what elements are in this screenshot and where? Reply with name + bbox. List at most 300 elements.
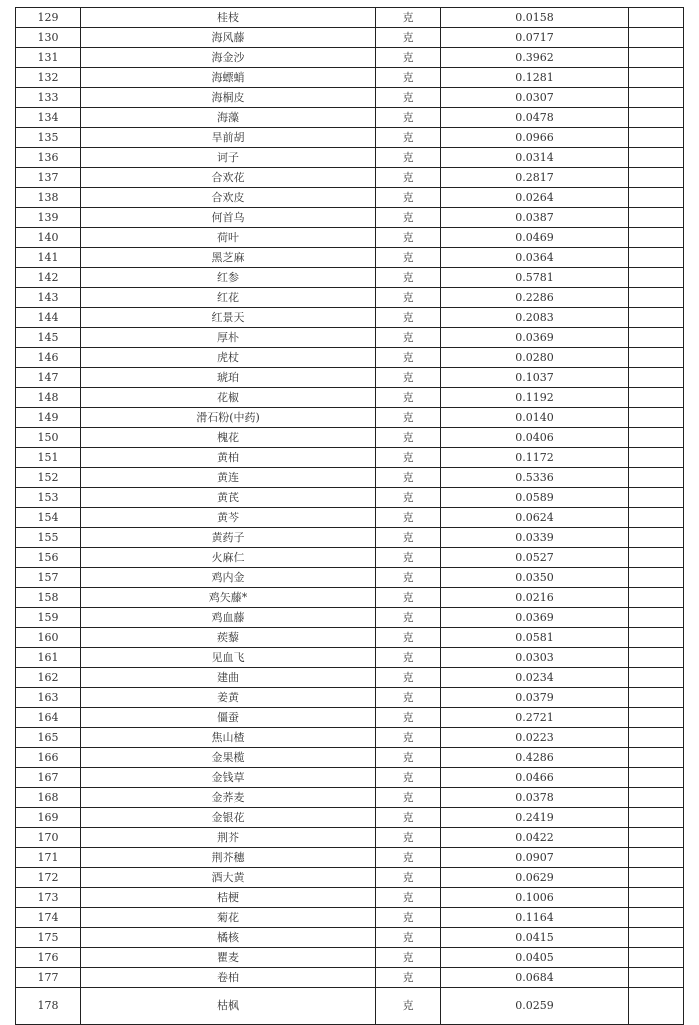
- value-cell: 0.0415: [441, 928, 629, 948]
- value-cell: 0.0422: [441, 828, 629, 848]
- unit-cell: 克: [376, 328, 441, 348]
- item-name-cell: 琥珀: [81, 368, 376, 388]
- unit-cell: 克: [376, 828, 441, 848]
- item-name-cell: 鸡血藤: [81, 608, 376, 628]
- unit-cell: 克: [376, 568, 441, 588]
- unit-cell: 克: [376, 248, 441, 268]
- table-row: [16, 448, 684, 468]
- row-number-cell: 133: [16, 88, 81, 108]
- unit-cell: 克: [376, 268, 441, 288]
- note-cell: [629, 108, 684, 128]
- table-row: [16, 168, 684, 188]
- row-number-cell: 170: [16, 828, 81, 848]
- row-number-cell: 177: [16, 968, 81, 988]
- table-row: [16, 348, 684, 368]
- unit-cell: 克: [376, 128, 441, 148]
- row-number-cell: 175: [16, 928, 81, 948]
- unit-cell: 克: [376, 508, 441, 528]
- row-number-cell: 171: [16, 848, 81, 868]
- table-row: [16, 928, 684, 948]
- unit-cell: 克: [376, 448, 441, 468]
- note-cell: [629, 208, 684, 228]
- item-name-cell: 黑芝麻: [81, 248, 376, 268]
- table-row: [16, 588, 684, 608]
- table-row: [16, 308, 684, 328]
- item-name-cell: 合欢花: [81, 168, 376, 188]
- unit-cell: 克: [376, 188, 441, 208]
- row-number-cell: 136: [16, 148, 81, 168]
- note-cell: [629, 148, 684, 168]
- table-row: [16, 988, 684, 1025]
- row-number-cell: 149: [16, 408, 81, 428]
- unit-cell: 克: [376, 768, 441, 788]
- item-name-cell: 鸡矢藤*: [81, 588, 376, 608]
- value-cell: 0.2721: [441, 708, 629, 728]
- row-number-cell: 132: [16, 68, 81, 88]
- value-cell: 0.0624: [441, 508, 629, 528]
- note-cell: [629, 268, 684, 288]
- note-cell: [629, 668, 684, 688]
- item-name-cell: 合欢皮: [81, 188, 376, 208]
- row-number-cell: 143: [16, 288, 81, 308]
- table-row: [16, 108, 684, 128]
- row-number-cell: 141: [16, 248, 81, 268]
- table-row: [16, 748, 684, 768]
- row-number-cell: 155: [16, 528, 81, 548]
- table-row: [16, 28, 684, 48]
- row-number-cell: 142: [16, 268, 81, 288]
- item-name-cell: 黄芩: [81, 508, 376, 528]
- row-number-cell: 160: [16, 628, 81, 648]
- note-cell: [629, 628, 684, 648]
- note-cell: [629, 48, 684, 68]
- value-cell: 0.0140: [441, 408, 629, 428]
- note-cell: [629, 908, 684, 928]
- value-cell: 0.1006: [441, 888, 629, 908]
- unit-cell: 克: [376, 628, 441, 648]
- row-number-cell: 138: [16, 188, 81, 208]
- unit-cell: 克: [376, 908, 441, 928]
- row-number-cell: 172: [16, 868, 81, 888]
- value-cell: 0.1164: [441, 908, 629, 928]
- item-name-cell: 海风藤: [81, 28, 376, 48]
- row-number-cell: 153: [16, 488, 81, 508]
- item-name-cell: 瞿麦: [81, 948, 376, 968]
- table-row: [16, 528, 684, 548]
- value-cell: 0.0478: [441, 108, 629, 128]
- unit-cell: 克: [376, 728, 441, 748]
- note-cell: [629, 68, 684, 88]
- table-row: [16, 508, 684, 528]
- table-row: [16, 868, 684, 888]
- row-number-cell: 135: [16, 128, 81, 148]
- note-cell: [629, 588, 684, 608]
- unit-cell: 克: [376, 308, 441, 328]
- table-row: [16, 808, 684, 828]
- value-cell: 0.0364: [441, 248, 629, 268]
- value-cell: 0.0684: [441, 968, 629, 988]
- table-row: [16, 248, 684, 268]
- value-cell: 0.0466: [441, 768, 629, 788]
- note-cell: [629, 728, 684, 748]
- item-name-cell: 姜黄: [81, 688, 376, 708]
- row-number-cell: 129: [16, 8, 81, 28]
- unit-cell: 克: [376, 208, 441, 228]
- item-name-cell: 桂枝: [81, 8, 376, 28]
- item-name-cell: 海藻: [81, 108, 376, 128]
- value-cell: 0.1192: [441, 388, 629, 408]
- note-cell: [629, 448, 684, 468]
- note-cell: [629, 968, 684, 988]
- unit-cell: 克: [376, 28, 441, 48]
- table-row: [16, 148, 684, 168]
- item-name-cell: 旱前胡: [81, 128, 376, 148]
- unit-cell: 克: [376, 548, 441, 568]
- note-cell: [629, 288, 684, 308]
- note-cell: [629, 408, 684, 428]
- row-number-cell: 156: [16, 548, 81, 568]
- item-name-cell: 酒大黄: [81, 868, 376, 888]
- row-number-cell: 167: [16, 768, 81, 788]
- row-number-cell: 144: [16, 308, 81, 328]
- table-row: [16, 968, 684, 988]
- value-cell: 0.0158: [441, 8, 629, 28]
- row-number-cell: 178: [16, 988, 81, 1025]
- item-name-cell: 建曲: [81, 668, 376, 688]
- note-cell: [629, 168, 684, 188]
- item-name-cell: 金荞麦: [81, 788, 376, 808]
- row-number-cell: 169: [16, 808, 81, 828]
- value-cell: 0.2286: [441, 288, 629, 308]
- table-row: [16, 828, 684, 848]
- unit-cell: 克: [376, 368, 441, 388]
- row-number-cell: 148: [16, 388, 81, 408]
- value-cell: 0.0379: [441, 688, 629, 708]
- unit-cell: 克: [376, 148, 441, 168]
- unit-cell: 克: [376, 608, 441, 628]
- value-cell: 0.0405: [441, 948, 629, 968]
- row-number-cell: 173: [16, 888, 81, 908]
- value-cell: 0.5781: [441, 268, 629, 288]
- unit-cell: 克: [376, 108, 441, 128]
- note-cell: [629, 568, 684, 588]
- table-row: [16, 788, 684, 808]
- row-number-cell: 131: [16, 48, 81, 68]
- value-cell: 0.0223: [441, 728, 629, 748]
- price-table-body: [16, 8, 684, 1025]
- unit-cell: 克: [376, 528, 441, 548]
- note-cell: [629, 868, 684, 888]
- row-number-cell: 159: [16, 608, 81, 628]
- table-row: [16, 668, 684, 688]
- note-cell: [629, 608, 684, 628]
- note-cell: [629, 928, 684, 948]
- table-row: [16, 188, 684, 208]
- item-name-cell: 黄药子: [81, 528, 376, 548]
- value-cell: 0.0339: [441, 528, 629, 548]
- unit-cell: 克: [376, 468, 441, 488]
- unit-cell: 克: [376, 408, 441, 428]
- note-cell: [629, 28, 684, 48]
- item-name-cell: 见血飞: [81, 648, 376, 668]
- value-cell: 0.0264: [441, 188, 629, 208]
- table-row: [16, 408, 684, 428]
- row-number-cell: 164: [16, 708, 81, 728]
- item-name-cell: 滑石粉(中药): [81, 408, 376, 428]
- table-row: [16, 888, 684, 908]
- value-cell: 0.0469: [441, 228, 629, 248]
- row-number-cell: 162: [16, 668, 81, 688]
- note-cell: [629, 128, 684, 148]
- table-row: [16, 648, 684, 668]
- note-cell: [629, 508, 684, 528]
- item-name-cell: 金果榄: [81, 748, 376, 768]
- value-cell: 0.0966: [441, 128, 629, 148]
- unit-cell: 克: [376, 688, 441, 708]
- table-row: [16, 708, 684, 728]
- unit-cell: 克: [376, 948, 441, 968]
- item-name-cell: 荷叶: [81, 228, 376, 248]
- item-name-cell: 枯枫: [81, 988, 376, 1025]
- note-cell: [629, 528, 684, 548]
- value-cell: 0.0314: [441, 148, 629, 168]
- value-cell: 0.0303: [441, 648, 629, 668]
- unit-cell: 克: [376, 428, 441, 448]
- table-row: [16, 48, 684, 68]
- item-name-cell: 花椒: [81, 388, 376, 408]
- item-name-cell: 菊花: [81, 908, 376, 928]
- item-name-cell: 海金沙: [81, 48, 376, 68]
- value-cell: 0.0259: [441, 988, 629, 1025]
- row-number-cell: 130: [16, 28, 81, 48]
- value-cell: 0.0350: [441, 568, 629, 588]
- note-cell: [629, 948, 684, 968]
- unit-cell: 克: [376, 708, 441, 728]
- value-cell: 0.0581: [441, 628, 629, 648]
- unit-cell: 克: [376, 8, 441, 28]
- row-number-cell: 134: [16, 108, 81, 128]
- item-name-cell: 厚朴: [81, 328, 376, 348]
- item-name-cell: 僵蚕: [81, 708, 376, 728]
- item-name-cell: 金钱草: [81, 768, 376, 788]
- value-cell: 0.1037: [441, 368, 629, 388]
- value-cell: 0.0907: [441, 848, 629, 868]
- table-row: [16, 288, 684, 308]
- note-cell: [629, 988, 684, 1025]
- note-cell: [629, 788, 684, 808]
- item-name-cell: 卷柏: [81, 968, 376, 988]
- table-row: [16, 128, 684, 148]
- unit-cell: 克: [376, 288, 441, 308]
- note-cell: [629, 228, 684, 248]
- value-cell: 0.2419: [441, 808, 629, 828]
- item-name-cell: 何首乌: [81, 208, 376, 228]
- unit-cell: 克: [376, 348, 441, 368]
- value-cell: 0.0369: [441, 328, 629, 348]
- value-cell: 0.0280: [441, 348, 629, 368]
- item-name-cell: 橘核: [81, 928, 376, 948]
- row-number-cell: 146: [16, 348, 81, 368]
- note-cell: [629, 248, 684, 268]
- row-number-cell: 168: [16, 788, 81, 808]
- item-name-cell: 红参: [81, 268, 376, 288]
- value-cell: 0.1172: [441, 448, 629, 468]
- table-row: [16, 628, 684, 648]
- note-cell: [629, 308, 684, 328]
- row-number-cell: 139: [16, 208, 81, 228]
- table-row: [16, 568, 684, 588]
- table-row: [16, 208, 684, 228]
- note-cell: [629, 368, 684, 388]
- unit-cell: 克: [376, 88, 441, 108]
- value-cell: 0.0527: [441, 548, 629, 568]
- value-cell: 0.4286: [441, 748, 629, 768]
- item-name-cell: 桔梗: [81, 888, 376, 908]
- value-cell: 0.0717: [441, 28, 629, 48]
- note-cell: [629, 848, 684, 868]
- value-cell: 0.3962: [441, 48, 629, 68]
- row-number-cell: 137: [16, 168, 81, 188]
- table-row: [16, 8, 684, 28]
- note-cell: [629, 328, 684, 348]
- item-name-cell: 金银花: [81, 808, 376, 828]
- value-cell: 0.5336: [441, 468, 629, 488]
- unit-cell: 克: [376, 48, 441, 68]
- row-number-cell: 161: [16, 648, 81, 668]
- item-name-cell: 黄柏: [81, 448, 376, 468]
- table-row: [16, 268, 684, 288]
- row-number-cell: 163: [16, 688, 81, 708]
- item-name-cell: 虎杖: [81, 348, 376, 368]
- table-row: [16, 848, 684, 868]
- value-cell: 0.0378: [441, 788, 629, 808]
- row-number-cell: 152: [16, 468, 81, 488]
- unit-cell: 克: [376, 388, 441, 408]
- note-cell: [629, 828, 684, 848]
- item-name-cell: 火麻仁: [81, 548, 376, 568]
- value-cell: 0.2083: [441, 308, 629, 328]
- note-cell: [629, 768, 684, 788]
- row-number-cell: 150: [16, 428, 81, 448]
- row-number-cell: 145: [16, 328, 81, 348]
- item-name-cell: 诃子: [81, 148, 376, 168]
- note-cell: [629, 888, 684, 908]
- note-cell: [629, 8, 684, 28]
- note-cell: [629, 808, 684, 828]
- note-cell: [629, 748, 684, 768]
- table-row: [16, 548, 684, 568]
- table-row: [16, 688, 684, 708]
- note-cell: [629, 468, 684, 488]
- unit-cell: 克: [376, 968, 441, 988]
- unit-cell: 克: [376, 928, 441, 948]
- table-row: [16, 468, 684, 488]
- value-cell: 0.0234: [441, 668, 629, 688]
- value-cell: 0.0406: [441, 428, 629, 448]
- unit-cell: 克: [376, 848, 441, 868]
- note-cell: [629, 348, 684, 368]
- note-cell: [629, 688, 684, 708]
- row-number-cell: 147: [16, 368, 81, 388]
- table-row: [16, 388, 684, 408]
- item-name-cell: 蒺藜: [81, 628, 376, 648]
- item-name-cell: 槐花: [81, 428, 376, 448]
- unit-cell: 克: [376, 668, 441, 688]
- unit-cell: 克: [376, 168, 441, 188]
- unit-cell: 克: [376, 648, 441, 668]
- item-name-cell: 荆芥穗: [81, 848, 376, 868]
- unit-cell: 克: [376, 868, 441, 888]
- table-row: [16, 728, 684, 748]
- item-name-cell: 鸡内金: [81, 568, 376, 588]
- unit-cell: 克: [376, 488, 441, 508]
- table-row: [16, 768, 684, 788]
- row-number-cell: 176: [16, 948, 81, 968]
- note-cell: [629, 88, 684, 108]
- row-number-cell: 151: [16, 448, 81, 468]
- unit-cell: 克: [376, 808, 441, 828]
- row-number-cell: 174: [16, 908, 81, 928]
- note-cell: [629, 648, 684, 668]
- note-cell: [629, 488, 684, 508]
- unit-cell: 克: [376, 988, 441, 1025]
- unit-cell: 克: [376, 888, 441, 908]
- table-row: [16, 368, 684, 388]
- row-number-cell: 165: [16, 728, 81, 748]
- table-row: [16, 948, 684, 968]
- table-row: [16, 68, 684, 88]
- table-row: [16, 228, 684, 248]
- note-cell: [629, 708, 684, 728]
- price-table: [15, 7, 684, 1025]
- table-row: [16, 88, 684, 108]
- unit-cell: 克: [376, 748, 441, 768]
- item-name-cell: 黄连: [81, 468, 376, 488]
- table-row: [16, 608, 684, 628]
- row-number-cell: 158: [16, 588, 81, 608]
- unit-cell: 克: [376, 788, 441, 808]
- value-cell: 0.1281: [441, 68, 629, 88]
- value-cell: 0.0216: [441, 588, 629, 608]
- unit-cell: 克: [376, 588, 441, 608]
- value-cell: 0.0589: [441, 488, 629, 508]
- value-cell: 0.0369: [441, 608, 629, 628]
- row-number-cell: 154: [16, 508, 81, 528]
- item-name-cell: 红景天: [81, 308, 376, 328]
- value-cell: 0.0387: [441, 208, 629, 228]
- table-row: [16, 908, 684, 928]
- row-number-cell: 157: [16, 568, 81, 588]
- note-cell: [629, 188, 684, 208]
- unit-cell: 克: [376, 68, 441, 88]
- item-name-cell: 荆芥: [81, 828, 376, 848]
- table-row: [16, 488, 684, 508]
- item-name-cell: 红花: [81, 288, 376, 308]
- value-cell: 0.0629: [441, 868, 629, 888]
- note-cell: [629, 548, 684, 568]
- note-cell: [629, 388, 684, 408]
- row-number-cell: 166: [16, 748, 81, 768]
- item-name-cell: 海桐皮: [81, 88, 376, 108]
- item-name-cell: 焦山楂: [81, 728, 376, 748]
- unit-cell: 克: [376, 228, 441, 248]
- value-cell: 0.2817: [441, 168, 629, 188]
- item-name-cell: 海螵蛸: [81, 68, 376, 88]
- value-cell: 0.0307: [441, 88, 629, 108]
- table-row: [16, 428, 684, 448]
- note-cell: [629, 428, 684, 448]
- row-number-cell: 140: [16, 228, 81, 248]
